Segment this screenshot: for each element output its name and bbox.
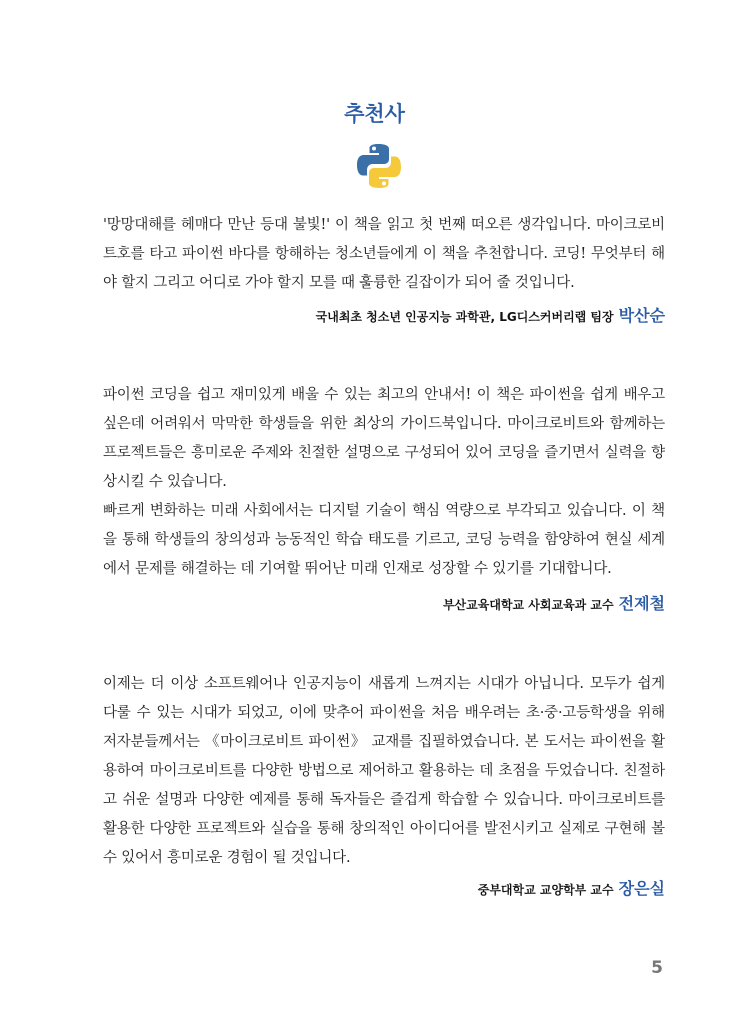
- page-title: 추천사: [344, 102, 405, 126]
- recommender-signature: [316, 303, 665, 326]
- recommender-signature: [478, 876, 665, 899]
- recommendation-text: 파이썬 코딩을 쉽고 재미있게 배울 수 있는 최고의 안내서! 이 책은 파이썬을 쉽게 배우고 싶은데 어려워서 막막한 학생들을 위한 최상의 가이드북입니다. 마이크로비트와 함께하는 프로젝트들은 흥미로운 주제와 친절한 설명으로 구성되어 있어 코딩을 즐기면서 실력을 향상시킬 수 있습니다.: [103, 387, 665, 490]
- recommender-name: 장은실: [618, 879, 665, 898]
- python-logo-icon: [354, 141, 404, 191]
- recommender-affiliation: 중부대학교 교양학부 교수: [477, 883, 614, 897]
- recommendation-text: '망망대해를 헤매다 만난 등대 불빛!' 이 책을 읽고 첫 번째 떠오른 생각입니다. 마이크로비트호를 타고 파이썬 바다를 항해하는 청소년들에게 이 책을 추천합니다. 코딩! 무엇부터 해야 할지 그리고 어디로 가야 할지 모를 때 훌륭한 길잡이가 되어 줄 것입니다.: [103, 217, 665, 291]
- recommender-name: 박산순: [618, 306, 665, 325]
- recommendation-text: 빠르게 변화하는 미래 사회에서는 디지털 기술이 핵심 역량으로 부각되고 있습니다. 이 책을 통해 학생들의 창의성과 능동적인 학습 태도를 기르고, 코딩 능력을 함양하여 현실 세계에서 문제를 해결하는 데 기여할 뛰어난 미래 인재로 성장할 수 있기를 기대합니다.: [103, 503, 665, 577]
- recommender-affiliation: 부산교육대학교 사회교육과 교수: [442, 598, 614, 612]
- recommendation-text: 이제는 더 이상 소프트웨어나 인공지능이 새롭게 느껴지는 시대가 아닙니다. 모두가 쉽게 다룰 수 있는 시대가 되었고, 이에 맞추어 파이썬을 처음 배우려는 초·중·고등학생을 위해 저자분들께서는 《마이크로비트 파이썬》 교재를 집필하였습니다. 본 도서는 파이썬을 활용하여 마이크로비트를 다양한 방법으로 제어하고 활용하는 데 초점을 두었습니다. 친절하고 쉬운 설명과 다양한 예제를 통해 독자들은 즐겁게 학습할 수 있습니다. 마이크로비트를 활용한 다양한 프로젝트와 실습을 통해 창의적인 아이디어를 발전시키고 실제로 구현해 볼 수 있어서 흥미로운 경험이 될 것입니다.: [103, 676, 665, 866]
- recommender-affiliation: 국내최초 청소년 인공지능 과학관, LG디스커버리랩 팀장: [315, 310, 614, 324]
- page-number: 5: [651, 958, 663, 978]
- recommender-name: 전제철: [618, 594, 665, 613]
- recommender-signature: [443, 591, 665, 614]
